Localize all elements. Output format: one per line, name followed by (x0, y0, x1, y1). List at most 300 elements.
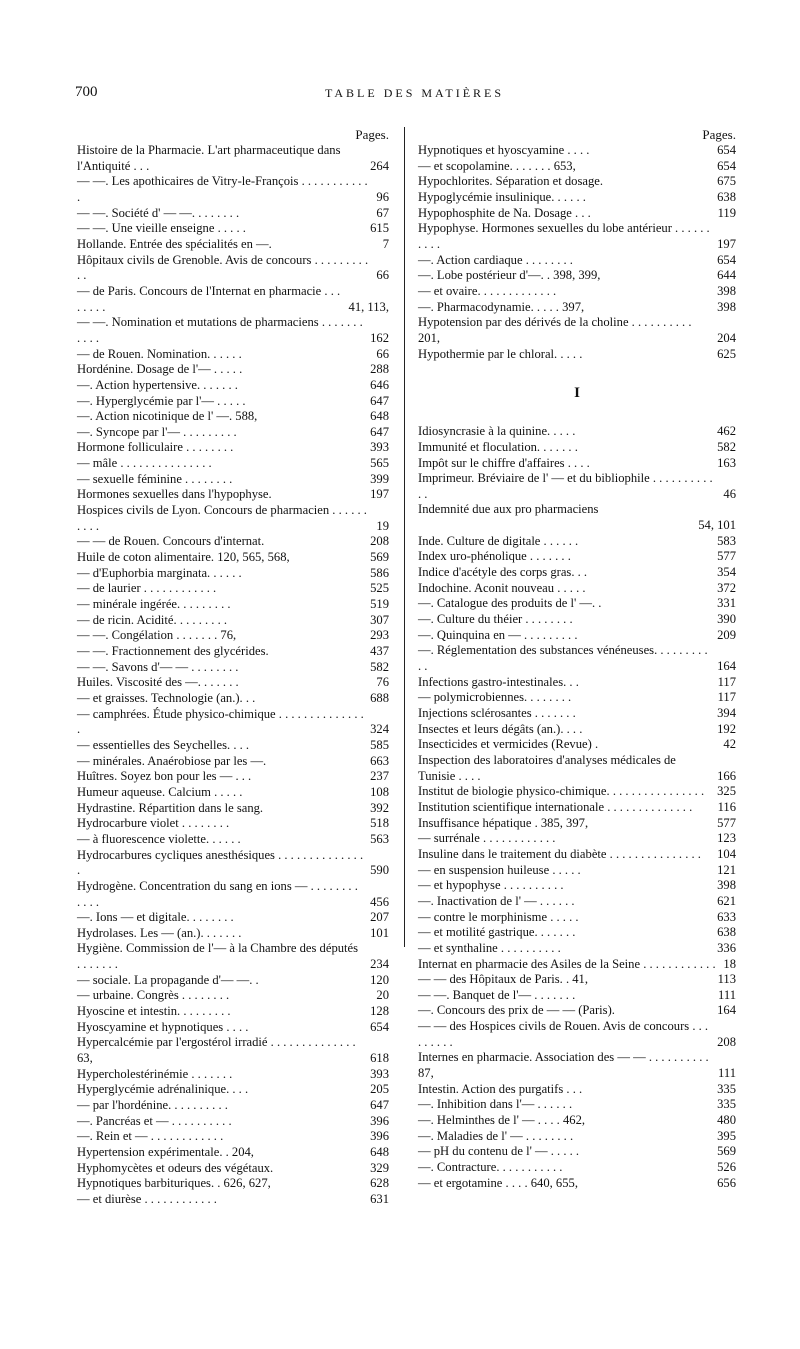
entry-pages: 577 (713, 549, 736, 565)
entry-term: — et ergotamine . . . . 640, 655, (418, 1175, 578, 1190)
index-entry (418, 910, 736, 926)
entry-pages: 392 (366, 801, 389, 817)
index-entry (418, 988, 736, 1004)
entry-term: —. Quinquina en — . . . . . . . . . (418, 627, 578, 642)
entry-term: Institut de biologie physico-chimique. . . . . . . . . . . . . . . . (418, 784, 705, 799)
entry-term: —. Ions — et digitale. . . . . . . . (77, 910, 234, 925)
entry-term: —. Catalogue des produits de l' —. . (418, 596, 602, 611)
entry-pages: 46 (719, 487, 736, 503)
entry-pages: 331 (713, 596, 736, 612)
index-entry (418, 1003, 736, 1019)
entry-term: Insuline dans le traitement du diabète . . . . . . . . . . . . . . . (418, 846, 701, 861)
entry-term: — et ovaire. . . . . . . . . . . . . (418, 283, 557, 298)
entry-term: —. Contracture. . . . . . . . . . . (418, 1160, 563, 1175)
entry-pages: 329 (366, 1161, 389, 1177)
entry-term: Hydrocarbures cycliques anesthésiques . . . . . . . . . . . . . . . (77, 847, 364, 878)
running-title: TABLE DES MATIÈRES (325, 86, 505, 100)
entry-term: Hyoscyamine et hypnotiques . . . . (77, 1019, 249, 1034)
entry-pages: 615 (366, 221, 389, 237)
index-entry (418, 315, 736, 346)
entry-pages: 207 (366, 910, 389, 926)
index-entry (418, 253, 736, 269)
entry-pages: 648 (366, 1145, 389, 1161)
entry-term: — sociale. La propagande d'— —. . (77, 972, 259, 987)
index-entry (418, 534, 736, 550)
entry-pages: 54, 101 (694, 518, 736, 534)
index-entry (77, 503, 389, 534)
entry-pages: 398 (713, 300, 736, 316)
entry-pages: 647 (366, 394, 389, 410)
entry-pages: 204 (713, 331, 736, 347)
index-entry (418, 1050, 736, 1081)
entry-term: Hôpitaux civils de Grenoble. Avis de concours . . . . . . . . . . . (77, 252, 369, 283)
index-entry (418, 1160, 736, 1176)
entry-pages: 585 (366, 738, 389, 754)
entry-term: Hypophosphite de Na. Dosage . . . (418, 205, 591, 220)
index-entry (418, 518, 736, 534)
entry-term (418, 518, 736, 534)
entry-term: — — des Hôpitaux de Paris. . 41, (418, 972, 588, 987)
page-number: 700 (75, 84, 98, 100)
entry-pages: 437 (366, 644, 389, 660)
index-entry (77, 550, 389, 566)
entry-pages: 108 (366, 785, 389, 801)
entry-pages: 66 (372, 268, 389, 284)
index-entry (418, 737, 736, 753)
entry-term: Hydrastine. Répartition dans le sang. (77, 800, 264, 815)
index-entry (77, 879, 389, 910)
entry-term: Hypoglycémie insulinique. . . . . . (418, 189, 586, 204)
entry-term: —. Inhibition dans l'— . . . . . . (418, 1097, 573, 1112)
index-entry (77, 613, 389, 629)
index-entry (77, 785, 389, 801)
index-entry (77, 754, 389, 770)
entry-pages: 197 (713, 237, 736, 253)
entry-term: —. Inactivation de l' — . . . . . . (418, 893, 575, 908)
entry-pages: 162 (366, 331, 389, 347)
entry-term: —. Action nicotinique de l' —. 588, (77, 409, 258, 424)
entry-pages: 646 (366, 378, 389, 394)
index-entry (77, 769, 389, 785)
index-entry (418, 221, 736, 252)
index-entry (77, 1020, 389, 1036)
entry-pages: 354 (713, 565, 736, 581)
index-entry (77, 440, 389, 456)
entry-pages: 654 (713, 253, 736, 269)
entry-term: — —. Banquet de l'— . . . . . . . (418, 987, 576, 1002)
entry-term: — camphrées. Étude physico-chimique . . . . . . . . . . . . . . . (77, 706, 364, 737)
left-entries (77, 143, 389, 1208)
entry-pages: 569 (366, 550, 389, 566)
entry-pages: 123 (713, 831, 736, 847)
entry-term: Hydrocarbure violet . . . . . . . . (77, 816, 230, 831)
index-entry (77, 221, 389, 237)
index-entry (77, 566, 389, 582)
entry-pages: 237 (366, 769, 389, 785)
entry-term: Imprimeur. Bréviaire de l' — et du bibliophile . . . . . . . . . . . . (418, 471, 713, 501)
index-entry (77, 675, 389, 691)
entry-term: —. Pharmacodynamie. . . . . 397, (418, 299, 585, 314)
index-entry (77, 425, 389, 441)
entry-pages: 164 (713, 659, 736, 675)
entry-term: Idiosyncrasie à la quinine. . . . . (418, 424, 576, 439)
entry-pages: 307 (366, 613, 389, 629)
entry-pages: 293 (366, 628, 389, 644)
index-entry (418, 753, 736, 784)
entry-term: —. Maladies de l' — . . . . . . . . (418, 1128, 574, 1143)
entry-pages: 192 (713, 722, 736, 738)
entry-pages: 208 (713, 1035, 736, 1051)
entry-pages: 395 (713, 1129, 736, 1145)
index-entry (418, 581, 736, 597)
entry-term: —. Helminthes de l' — . . . . 462, (418, 1113, 586, 1128)
entry-term: —. Pancréas et — . . . . . . . . . . (77, 1113, 232, 1128)
index-entry (77, 848, 389, 879)
index-entry (418, 268, 736, 284)
index-entry (418, 706, 736, 722)
entry-pages: 113 (714, 972, 736, 988)
index-entry (418, 957, 736, 973)
entry-pages: 104 (713, 847, 736, 863)
entry-pages: 19 (372, 519, 389, 535)
entry-term: Immunité et floculation. . . . . . . (418, 439, 578, 454)
entry-term: — —. Fractionnement des glycérides. (77, 644, 269, 658)
index-entry (418, 1176, 736, 1192)
entry-term: — essentielles des Seychelles. . . . (77, 737, 250, 752)
entry-term: Hydrogène. Concentration du sang en ions — . . . . . . . . . . . . (77, 878, 358, 909)
entry-term: —. Lobe postérieur d'—. . 398, 399, (418, 268, 601, 283)
entry-pages: 41, 113, (345, 300, 389, 316)
entry-term: — de Paris. Concours de l'Internat en pharmacie . . . . . . . . (77, 283, 341, 314)
entry-term: — — de Rouen. Concours d'internat. (77, 534, 265, 549)
index-entry (77, 644, 389, 660)
entry-term: — surrénale . . . . . . . . . . . . (418, 831, 556, 846)
index-entry (418, 502, 736, 518)
entry-pages: 398 (713, 284, 736, 300)
entry-pages: 648 (366, 409, 389, 425)
entry-term: — —. Une vieille enseigne . . . . . (77, 221, 246, 236)
index-entry (418, 190, 736, 206)
entry-term: Indice d'acétyle des corps gras. . . (418, 565, 588, 580)
index-entry (77, 832, 389, 848)
index-entry (77, 691, 389, 707)
entry-pages: 42 (719, 737, 736, 753)
index-entry (77, 534, 389, 550)
index-entry (77, 378, 389, 394)
index-entry (418, 1082, 736, 1098)
right-column (418, 127, 736, 1191)
entry-term: Institution scientifique internationale . . . . . . . . . . . . . . (418, 799, 693, 814)
entry-term: Index uro-phénolique . . . . . . . (418, 549, 571, 564)
entry-pages: 67 (372, 206, 389, 222)
entry-pages: 111 (714, 988, 736, 1004)
entry-term: —. Rein et — . . . . . . . . . . . . (77, 1129, 224, 1144)
entry-term: Hypophyse. Hormones sexuelles du lobe antérieur . . . . . . . . . . (418, 221, 710, 251)
entry-term: — mâle . . . . . . . . . . . . . . . (77, 456, 212, 471)
index-entry (77, 347, 389, 363)
index-entry (77, 1192, 389, 1208)
entry-term: — pH du contenu de l' — . . . . . (418, 1144, 580, 1159)
entry-term: — —. Société d' — —. . . . . . . . (77, 205, 240, 220)
entry-term: Hypochlorites. Séparation et dosage. (418, 174, 604, 189)
entry-term: — minérales. Anaérobiose par les —. (77, 753, 267, 768)
entry-term: Hyphomycètes et odeurs des végétaux. (77, 1160, 274, 1175)
entry-term: Histoire de la Pharmacie. L'art pharmaceutique dans l'Antiquité . . . (77, 143, 341, 173)
entry-pages: 480 (713, 1113, 736, 1129)
entry-pages: 264 (366, 159, 389, 175)
index-entry (77, 487, 389, 503)
entry-term: — de laurier . . . . . . . . . . . . (77, 581, 217, 596)
index-entry (418, 816, 736, 832)
entry-pages: 590 (366, 863, 389, 879)
entry-pages: 462 (713, 424, 736, 440)
index-entry (418, 347, 736, 363)
entry-pages: 120 (366, 973, 389, 989)
entry-term: Injections sclérosantes . . . . . . . (418, 706, 576, 720)
index-entry (77, 362, 389, 378)
entry-pages: 663 (366, 754, 389, 770)
entry-term: — —. Congélation . . . . . . . 76, (77, 628, 237, 643)
index-entry (77, 1035, 389, 1066)
entry-pages: 519 (366, 597, 389, 613)
entry-term: — et diurèse . . . . . . . . . . . . (77, 1191, 217, 1206)
entry-pages: 18 (719, 957, 736, 973)
entry-pages: 96 (372, 190, 389, 206)
index-entry (418, 831, 736, 847)
entry-term: —. Culture du théier . . . . . . . . (418, 612, 573, 627)
entry-term: Hypercalcémie par l'ergostérol irradié . . . . . . . . . . . . . . 63, (77, 1035, 356, 1066)
entry-pages: 628 (366, 1176, 389, 1192)
index-entry (418, 1113, 736, 1129)
entry-pages: 393 (366, 1067, 389, 1083)
entry-term: — —. Nomination et mutations de pharmaciens . . . . . . . . . . . (77, 315, 363, 345)
index-entry (418, 972, 736, 988)
index-entry (77, 394, 389, 410)
index-entry (418, 675, 736, 691)
entry-term: Huiles. Viscosité des —. . . . . . . (77, 675, 239, 690)
right-bottom-entries (418, 424, 736, 1191)
entry-pages: 117 (714, 675, 736, 691)
entry-pages: 625 (713, 347, 736, 363)
entry-term: Hypotension par des dérivés de la choline . . . . . . . . . . 201, (418, 315, 692, 345)
index-entry (77, 801, 389, 817)
entry-pages: 675 (713, 174, 736, 190)
entry-term: — contre le morphinisme . . . . . (418, 909, 579, 924)
entry-pages: 518 (366, 816, 389, 832)
entry-pages: 166 (713, 769, 736, 785)
entry-term: — —. Savons d'— — . . . . . . . . (77, 659, 239, 674)
entry-pages: 688 (366, 691, 389, 707)
entry-pages: 336 (713, 941, 736, 957)
entry-pages: 66 (372, 347, 389, 363)
index-entry (418, 612, 736, 628)
left-column (77, 127, 389, 1208)
entry-term: — — des Hospices civils de Rouen. Avis de concours . . . . . . . . . (418, 1019, 709, 1049)
entry-pages: 119 (714, 206, 736, 222)
index-entry (418, 174, 736, 190)
entry-pages: 456 (366, 895, 389, 911)
entry-pages: 111 (714, 1066, 736, 1082)
entry-term: Insectes et leurs dégâts (an.). . . . (418, 721, 583, 736)
entry-term: Huile de coton alimentaire. 120, 565, 568, (77, 550, 290, 565)
entry-term: — urbaine. Congrès . . . . . . . . (77, 988, 230, 1003)
entry-term: Hypothermie par le chloral. . . . . (418, 346, 583, 361)
entry-pages: 654 (713, 143, 736, 159)
entry-pages: 372 (713, 581, 736, 597)
index-entry (418, 1129, 736, 1145)
index-entry (418, 878, 736, 894)
entry-pages: 647 (366, 1098, 389, 1114)
index-entry (418, 847, 736, 863)
entry-term: Hormone folliculaire . . . . . . . . (77, 440, 234, 455)
entry-pages: 654 (713, 159, 736, 175)
entry-pages: 128 (366, 1004, 389, 1020)
entry-term: — en suspension huileuse . . . . . (418, 862, 581, 877)
entry-pages: 205 (366, 1082, 389, 1098)
entry-term: Inde. Culture de digitale . . . . . . (418, 533, 579, 548)
entry-term: Internes en pharmacie. Association des — — . . . . . . . . . . 87, (418, 1050, 709, 1081)
index-entry (418, 925, 736, 941)
index-entry (418, 690, 736, 706)
index-entry (418, 206, 736, 222)
entry-term: Insecticides et vermicides (Revue) . (418, 737, 599, 752)
entry-term: Indochine. Aconit nouveau . . . . . (418, 580, 586, 595)
index-entry (418, 440, 736, 456)
entry-term: Internat en pharmacie des Asiles de la Seine . . . . . . . . . . . . (418, 956, 716, 971)
index-entry (418, 643, 736, 674)
entry-pages: 631 (366, 1192, 389, 1208)
entry-term: — de ricin. Acidité. . . . . . . . . (77, 612, 228, 627)
index-entry (77, 1161, 389, 1177)
pages-label-right: Pages. (702, 127, 736, 142)
entry-pages: 569 (713, 1144, 736, 1160)
index-entry (77, 174, 389, 205)
entry-term: Hordénine. Dosage de l'— . . . . . (77, 362, 243, 377)
entry-pages: 164 (713, 1003, 736, 1019)
index-entry (418, 800, 736, 816)
index-entry (418, 456, 736, 472)
entry-term: — et hypophyse . . . . . . . . . . (418, 878, 564, 893)
entry-pages: 656 (713, 1176, 736, 1192)
entry-term: Humeur aqueuse. Calcium . . . . . (77, 784, 243, 799)
index-entry (77, 1129, 389, 1145)
entry-pages: 288 (366, 362, 389, 378)
entry-pages: 618 (366, 1051, 389, 1067)
entry-term: Hyperglycémie adrénalinique. . . . (77, 1082, 249, 1097)
entry-term: Hormones sexuelles dans l'hypophyse. (77, 487, 272, 502)
entry-pages: 563 (366, 832, 389, 848)
entry-term: — —. Les apothicaires de Vitry-le-François . . . . . . . . . . . . (77, 174, 368, 204)
entry-pages: 638 (713, 925, 736, 941)
entry-pages: 633 (713, 910, 736, 926)
entry-pages: 163 (713, 456, 736, 472)
entry-term: — polymicrobiennes. . . . . . . . (418, 690, 572, 705)
column-divider (404, 127, 405, 947)
index-entry (77, 910, 389, 926)
index-entry (77, 143, 389, 174)
index-entry (418, 549, 736, 565)
index-entry (77, 237, 389, 253)
entry-pages: 208 (366, 534, 389, 550)
entry-term: — sexuelle féminine . . . . . . . . (77, 471, 233, 486)
index-entry (77, 1114, 389, 1130)
entry-pages: 644 (713, 268, 736, 284)
entry-term: — à fluorescence violette. . . . . . (77, 831, 241, 846)
entry-term: Inspection des laboratoires d'analyses médicales de Tunisie . . . . (418, 752, 676, 783)
index-entry (77, 738, 389, 754)
entry-pages: 335 (713, 1097, 736, 1113)
entry-pages: 101 (366, 926, 389, 942)
index-entry (77, 1145, 389, 1161)
index-entry (418, 1144, 736, 1160)
index-entry (77, 926, 389, 942)
index-entry (418, 300, 736, 316)
index-entry (77, 456, 389, 472)
entry-pages: 647 (366, 425, 389, 441)
entry-pages: 577 (713, 816, 736, 832)
index-entry (77, 973, 389, 989)
index-entry (418, 628, 736, 644)
index-entry (77, 988, 389, 1004)
entry-term: Hypnotiques et hyoscyamine . . . . (418, 143, 590, 157)
index-entry (77, 284, 389, 315)
entry-term: — minérale ingérée. . . . . . . . . (77, 597, 231, 612)
entry-pages: 582 (366, 660, 389, 676)
entry-pages: 583 (713, 534, 736, 550)
index-entry (77, 660, 389, 676)
entry-pages: 76 (372, 675, 389, 691)
index-entry (418, 471, 736, 502)
index-entry (77, 628, 389, 644)
entry-term: Huîtres. Soyez bon pour les — . . . (77, 769, 252, 784)
entry-pages: 582 (713, 440, 736, 456)
entry-term: — et graisses. Technologie (an.). . . (77, 690, 256, 705)
entry-term: — et motilité gastrique. . . . . . . (418, 925, 576, 940)
entry-pages: 526 (713, 1160, 736, 1176)
index-entry (418, 143, 736, 159)
index-entry (77, 1004, 389, 1020)
entry-pages: 621 (713, 894, 736, 910)
index-entry (77, 1176, 389, 1192)
pages-label-left: Pages. (355, 127, 389, 142)
entry-term: Hypertension expérimentale. . 204, (77, 1145, 254, 1159)
entry-term: — et synthaline . . . . . . . . . . (418, 940, 561, 955)
entry-term: Hypercholestérinémie . . . . . . . (77, 1066, 233, 1081)
entry-term: Intestin. Action des purgatifs . . . (418, 1081, 583, 1096)
entry-term: — d'Euphorbia marginata. . . . . . (77, 565, 242, 580)
entry-term: Hydrolases. Les — (an.). . . . . . . (77, 925, 242, 940)
entry-pages: 390 (713, 612, 736, 628)
index-entry (77, 816, 389, 832)
index-entry (77, 597, 389, 613)
index-entry (77, 1067, 389, 1083)
index-entry (418, 424, 736, 440)
entry-pages: 393 (366, 440, 389, 456)
index-entry (77, 253, 389, 284)
entry-term: —. Action hypertensive. . . . . . . (77, 377, 238, 392)
index-entry (418, 784, 736, 800)
entry-pages: 654 (366, 1020, 389, 1036)
index-entry (77, 707, 389, 738)
entry-pages: 209 (713, 628, 736, 644)
entry-term: —. Hyperglycémie par l'— . . . . . (77, 393, 246, 408)
entry-term: Hollande. Entrée des spécialités en —. (77, 236, 272, 251)
entry-pages: 324 (366, 722, 389, 738)
entry-pages: 525 (366, 581, 389, 597)
entry-term: —. Syncope par l'— . . . . . . . . . (77, 424, 237, 439)
index-entry (418, 894, 736, 910)
entry-term: Hygiène. Commission de l'— à la Chambre des députés . . . . . . . (77, 941, 359, 972)
